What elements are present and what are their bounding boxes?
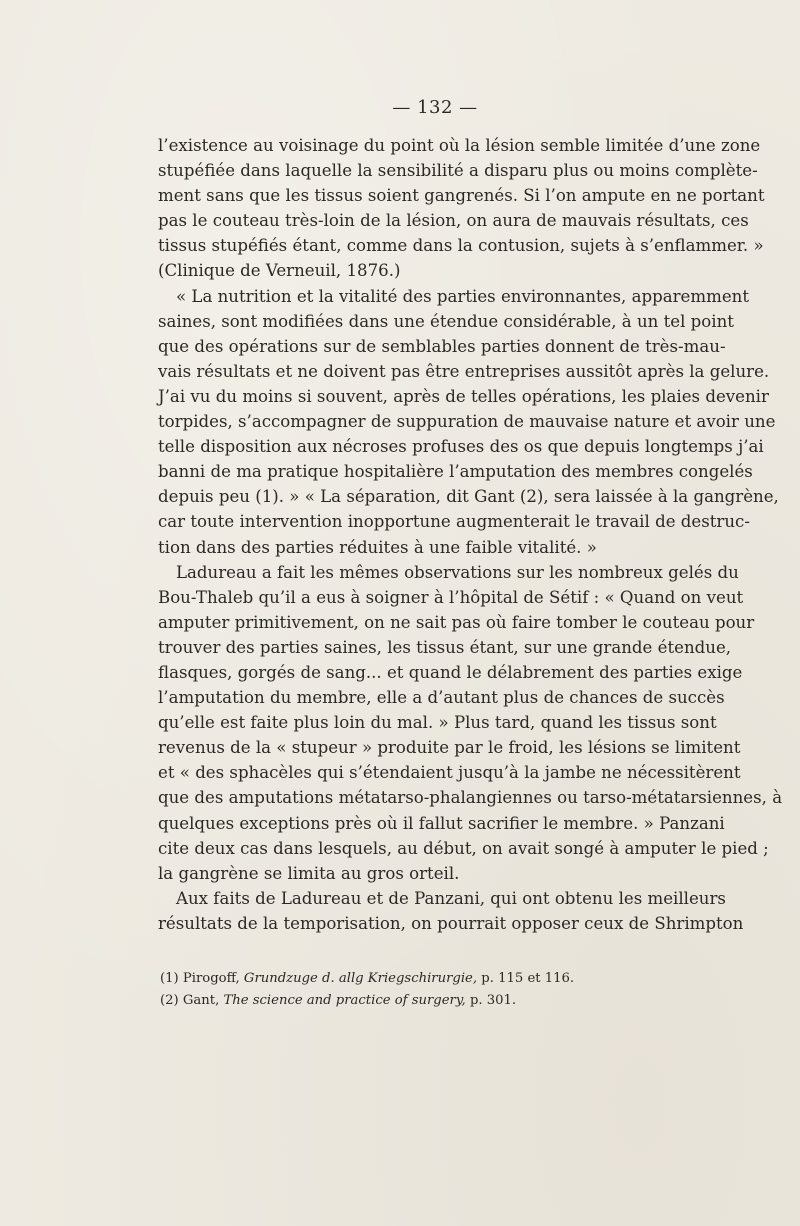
footnote	[158, 968, 706, 990]
text-line: « La nutrition et la vitalité des parties environnantes, apparemment	[176, 286, 749, 306]
footnotes	[158, 968, 706, 1012]
text-line: torpides, s’accompagner de suppuration de mauvaise nature et avoir une	[158, 412, 776, 432]
footnote-number: (1)	[160, 971, 179, 986]
footnote-number: (2)	[160, 993, 179, 1008]
text-line: ment sans que les tissus soient gangrenés. Si l’on ampute en ne portant	[158, 186, 765, 206]
text-line: amputer primitivement, on ne sait pas où faire tomber le couteau pour	[158, 612, 755, 632]
text-line: résultats de la temporisation, on pourrait opposer ceux de Shrimpton	[158, 913, 744, 933]
text-line: l’existence au voisinage du point où la lésion semble limitée d’une zone	[158, 136, 761, 155]
text-line: depuis peu (1). » « La séparation, dit Gant (2), sera laissée à la gangrène,	[158, 487, 779, 507]
text-line: saines, sont modifiées dans une étendue considérable, à un tel point	[158, 311, 734, 331]
text-line: telle disposition aux nécroses profuses des os que depuis longtemps j’ai	[158, 437, 764, 457]
body-text	[158, 133, 783, 936]
text-line: l’amputation du membre, elle a d’autant plus de chances de succès	[158, 688, 725, 708]
text-line: J’ai vu du moins si souvent, après de telles opérations, les plaies devenir	[158, 386, 769, 406]
text-line: flasques, gorgés de sang... et quand le délabrement des parties exige	[158, 662, 743, 682]
footnote-author: Pirogoff,	[182, 971, 240, 986]
text-line: que des amputations métatarso-phalangiennes ou tarso-métatarsiennes, à	[158, 788, 783, 808]
text-line: (Clinique de Verneuil, 1876.)	[158, 261, 401, 281]
text-line: tissus stupéfiés étant, comme dans la contusion, sujets à s’enflammer. »	[158, 236, 764, 256]
text-line: cite deux cas dans lesquels, au début, on avait songé à amputer le pied ;	[158, 838, 769, 858]
footnote	[158, 990, 706, 1012]
text-line: car toute intervention inopportune augmenterait le travail de destruc-	[158, 512, 750, 532]
text-line: que des opérations sur de semblables parties donnent de très-mau-	[158, 336, 726, 356]
text-line: et « des sphacèles qui s’étendaient jusqu’à la jambe ne nécessitèrent	[158, 763, 741, 783]
footnote-author: Gant,	[182, 993, 220, 1008]
text-line: qu’elle est faite plus loin du mal. » Plus tard, quand les tissus sont	[158, 713, 717, 733]
text-line: pas le couteau très-loin de la lésion, on aura de mauvais résultats, ces	[158, 211, 749, 231]
footnote-pages: p. 115 et 116.	[481, 971, 575, 986]
text-line: tion dans des parties réduites à une faible vitalité. »	[158, 537, 597, 557]
text-line: Ladureau a fait les mêmes observations sur les nombreux gelés du	[176, 562, 739, 582]
text-line: Bou-Thaleb qu’il a eus à soigner à l’hôpital de Sétif : « Quand on veut	[158, 587, 744, 607]
text-line: Aux faits de Ladureau et de Panzani, qui ont obtenu les meilleurs	[176, 888, 726, 908]
text-line: trouver des parties saines, les tissus étant, sur une grande étendue,	[158, 637, 732, 657]
footnote-title: The science and practice of surgery,	[223, 993, 466, 1008]
text-line: la gangrène se limita au gros orteil.	[158, 863, 460, 883]
page-number: — 132 —	[392, 97, 478, 118]
text-line: revenus de la « stupeur » produite par le froid, les lésions se limitent	[158, 738, 741, 758]
text-line: vais résultats et ne doivent pas être entreprises aussitôt après la gelure.	[158, 361, 770, 381]
footnote-pages: p. 301.	[469, 993, 517, 1008]
text-line: stupéfiée dans laquelle la sensibilité a disparu plus ou moins complète-	[158, 161, 758, 181]
text-line: banni de ma pratique hospitalière l’amputation des membres congelés	[158, 462, 753, 482]
text-line: quelques exceptions près où il fallut sacrifier le membre. » Panzani	[158, 813, 725, 833]
footnote-title: Grundzuge d. allg Kriegschirurgie,	[243, 971, 478, 986]
